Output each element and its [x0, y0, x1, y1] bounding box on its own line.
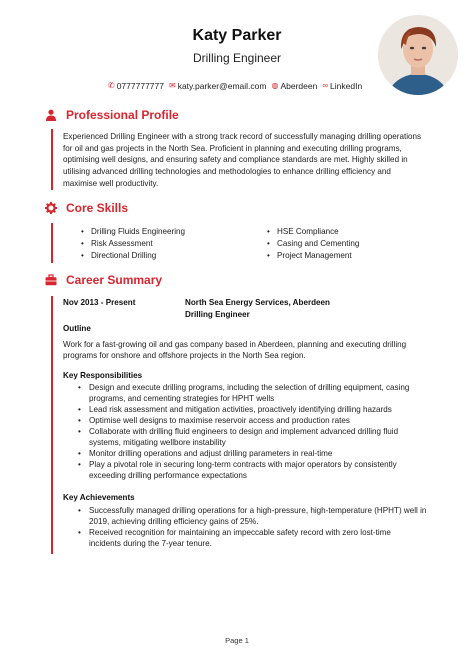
section-profile-header: [45, 108, 179, 122]
skill-item: • Casing and Cementing: [267, 238, 359, 250]
profile-summary: [63, 131, 429, 190]
responsibilities-label: Key Responsibilities: [63, 371, 143, 380]
achievements-list: [78, 505, 430, 549]
list-item-line: • Play a pivotal role in securing long-term contracts with major operators by consistently: [89, 460, 397, 469]
link-icon: ∞: [322, 81, 329, 90]
list-item-line: 2019, achieving drilling efficiency gains of 25%.: [89, 517, 259, 526]
list-item-line: systems, mitigating wellbore instability: [89, 438, 226, 447]
page-number: Page 1: [225, 636, 249, 645]
skill-item: • Risk Assessment: [81, 238, 185, 250]
outline-line: Work for a fast-growing oil and gas company based in Aberdeen, planning and executing drilling: [63, 340, 407, 349]
briefcase-icon: [45, 274, 57, 286]
list-item: [78, 448, 430, 459]
skill-item: • Drilling Fluids Engineering: [81, 226, 185, 238]
contact-linkedin[interactable]: [322, 81, 362, 91]
job-title: Drilling Engineer: [192, 51, 282, 65]
list-item-line: exceeding drilling performance expectations: [89, 471, 247, 480]
contact-phone[interactable]: [108, 81, 164, 91]
list-item: [78, 415, 430, 426]
list-item: [78, 505, 430, 527]
list-item-line: • Collaborate with drilling fluid engineers to design and implement advanced drilling fluid: [89, 427, 399, 436]
list-item: [78, 527, 430, 549]
linkedin-text: LinkedIn: [330, 81, 363, 91]
skill-item: • HSE Compliance: [267, 226, 359, 238]
profile-line: for oil and gas projects in the North Sea. Proficient in planning and executing drilling programs,: [63, 143, 402, 153]
skills-list-right: [267, 226, 359, 262]
skills-list-left: [81, 226, 185, 262]
section-accent-bar: [51, 296, 53, 554]
list-item: [78, 426, 430, 448]
phone-text: 0777777777: [116, 81, 164, 91]
contact-bar: [108, 81, 388, 91]
list-item-line: incidents during the 7-year tenure.: [89, 539, 212, 548]
achievements-label: Key Achievements: [63, 493, 135, 502]
list-item-line: • Optimise well designs to maximise reservoir access and production rates: [89, 416, 350, 425]
profile-line: utilising advanced drilling technologies and methodologies to enhance drilling efficiency and: [63, 167, 391, 177]
location-text: Aberdeen: [280, 81, 318, 91]
candidate-name: Katy Parker: [192, 27, 282, 44]
section-accent-bar: [51, 129, 53, 190]
role-title: Drilling Engineer: [185, 310, 250, 319]
section-title: Core Skills: [66, 201, 129, 215]
skill-item: • Directional Drilling: [81, 250, 185, 262]
profile-photo: [378, 15, 458, 95]
list-item-line: • Received recognition for maintaining an impeccable safety record with zero lost-time: [89, 528, 391, 537]
list-item: [78, 459, 430, 481]
globe-icon: ◍: [271, 81, 279, 90]
section-skills-header: [45, 201, 128, 215]
phone-icon: ✆: [108, 81, 115, 90]
list-item: [78, 382, 430, 404]
outline-label: Outline: [63, 324, 91, 333]
section-title: Career Summary: [66, 273, 163, 287]
contact-email[interactable]: [169, 81, 266, 91]
list-item-line: • Design and execute drilling programs, including the selection of drilling equipment, casing: [89, 383, 410, 392]
employer: North Sea Energy Services, Aberdeen: [185, 298, 330, 307]
list-item-line: • Successfully managed drilling operations for a high-pressure, high-temperature (HPHT) well in: [89, 506, 427, 515]
profile-line: Experienced Drilling Engineer with a strong track record of successfully managing drilling operations: [63, 132, 422, 141]
section-accent-bar: [51, 223, 53, 263]
section-title: Professional Profile: [66, 108, 179, 122]
contact-location: [271, 81, 317, 91]
responsibilities-list: [78, 382, 430, 481]
outline-text: [63, 339, 429, 361]
list-item-line: • Lead risk assessment and mitigation activities, proactively identifying drilling hazards: [89, 405, 392, 414]
email-text: katy.parker@email.com: [177, 81, 267, 91]
list-item-line: programs, and cementing strategies for HPHT wells: [89, 394, 275, 403]
gear-icon: [45, 202, 57, 214]
section-career-header: [45, 273, 162, 287]
profile-line: optimising well designs, and ensuring safety and compliance standards are met. Highly skilled in: [63, 155, 408, 165]
envelope-icon: ✉: [168, 81, 176, 90]
skill-item: • Project Management: [267, 250, 359, 262]
job-dates: Nov 2013 - Present: [63, 298, 136, 307]
list-item: [78, 404, 430, 415]
outline-line: programs for onshore and offshore projects in the North Sea region.: [63, 351, 306, 360]
person-icon: [45, 109, 57, 121]
profile-line: maximise well productivity.: [63, 178, 159, 188]
list-item-line: • Monitor drilling operations and adjust drilling parameters in real-time: [89, 449, 333, 458]
